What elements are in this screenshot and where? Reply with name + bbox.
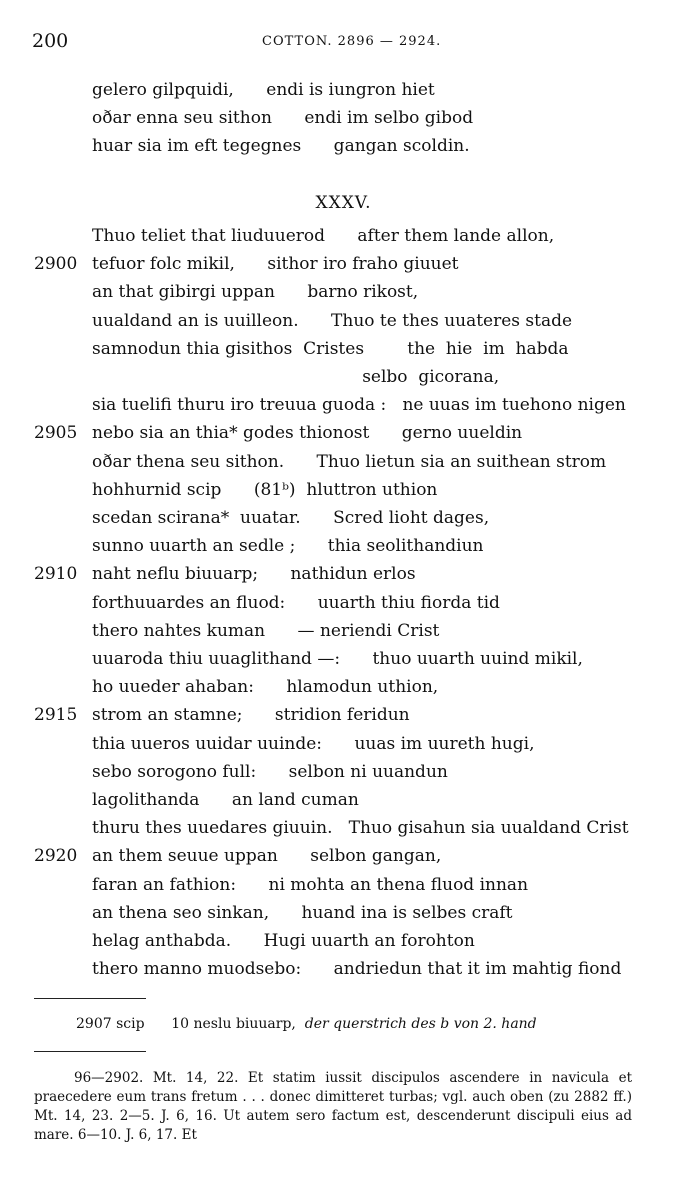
verse-line <box>0 480 687 508</box>
verse-line <box>0 790 687 818</box>
verse-line <box>0 508 687 536</box>
verse-line <box>0 254 687 282</box>
apparatus-rule <box>34 998 146 999</box>
verse-line <box>0 875 687 903</box>
line-number: 2910 <box>34 564 78 585</box>
verse-text: nebo sia an thia* godes thionost gerno uueldin <box>92 423 523 444</box>
verse-line <box>0 593 687 621</box>
verse-text: scedan scirana* uuatar. Scred lioht dages, <box>92 508 490 528</box>
verse-text: sia tuelifi thuru iro treuua guoda : ne uuas im tuehono nigen <box>92 395 626 416</box>
verse-line <box>0 282 687 310</box>
verse-text: tefuor folc mikil, sithor iro fraho giuuet <box>92 254 459 275</box>
apparatus-note: der querstrich des b von 2. hand <box>304 1016 537 1032</box>
line-number: 2900 <box>34 254 78 275</box>
verse-line <box>0 423 687 451</box>
verse-text: thuru thes uuedares giuuin. Thuo gisahun sia uualdand Crist <box>92 818 629 839</box>
verse-line <box>0 762 687 790</box>
verse-text: strom an stamne; stridion feridun <box>92 705 410 726</box>
verse-line <box>0 136 687 164</box>
verse-line <box>0 80 687 108</box>
verse-text: oðar enna seu sithon endi im selbo gibod <box>92 108 474 128</box>
verse-line <box>0 339 687 367</box>
verse-text: huar sia im eft tegegnes gangan scoldin. <box>92 136 470 156</box>
verse-line <box>0 108 687 136</box>
verse-line <box>0 734 687 762</box>
line-number: 2915 <box>34 705 78 726</box>
verse-text: sebo sorogono full: selbon ni uuandun <box>92 761 448 782</box>
verse-text: an thena seo sinkan, huand ina is selbes craft <box>92 902 513 923</box>
verse-text: lagolithanda an land cuman <box>92 790 359 810</box>
verse-text: Thuo teliet that liuduuerod after them lande allon, <box>92 226 555 246</box>
verse-text: hohhurnid scip (81ᵇ) hluttron uthion <box>92 479 438 500</box>
verse-line <box>0 564 687 592</box>
verse-line <box>0 677 687 705</box>
verse-text: faran an fathion: ni mohta an thena fluod innan <box>92 874 529 895</box>
notes-text: 96—2902. Mt. 14, 22. Et statim iussit discipulos ascendere in navicula et praecedere eum trans fretum . . . donec dimitteret turbas; vgl. auch oben (zu 2882 ff.) Mt. 14, 23. 2—5. J. 6, 16. Ut autem sero factum est, descenderunt discipuli eius ad mare. 6—10. J. 6, 17. Et <box>34 1070 632 1143</box>
verse-text: thero nahtes kuman — neriendi Crist <box>92 620 440 641</box>
verse-line <box>0 395 687 423</box>
verse-line <box>0 226 687 254</box>
critical-apparatus <box>76 1016 537 1032</box>
verse-line <box>0 705 687 733</box>
verse-text: forthuuardes an fluod: uuarth thiu fiorda tid <box>92 592 500 613</box>
verse-line <box>0 536 687 564</box>
verse-line <box>0 367 687 395</box>
verse-line <box>0 818 687 846</box>
line-number: 2905 <box>34 423 78 444</box>
verse-text: naht neflu biuuarp; nathidun erlos <box>92 564 416 585</box>
verse-text: ho uueder ahaban: hlamodun uthion, <box>92 677 439 698</box>
notes-rule <box>34 1051 146 1052</box>
verse-text: selbo gicorana, <box>92 367 500 387</box>
source-notes <box>34 1069 632 1145</box>
verse-text: thia uueros uuidar uuinde: uuas im uureth hugi, <box>92 733 535 754</box>
verse-line <box>0 311 687 339</box>
running-head: COTTON. 2896 — 2924. <box>262 34 442 49</box>
apparatus-text: 2907 scip 10 neslu biuuarp, <box>76 1016 305 1032</box>
verse-line <box>0 931 687 959</box>
verse-line <box>0 959 687 987</box>
line-number: 2920 <box>34 846 78 867</box>
page-header <box>30 30 650 54</box>
verse-line <box>0 903 687 931</box>
verse-line <box>0 649 687 677</box>
verse-text: gelero gilpquidi, endi is iungron hiet <box>92 80 435 100</box>
verse-text: an them seuue uppan selbon gangan, <box>92 846 442 867</box>
verse-text: uualdand an is uuilleon. Thuo te thes uuateres stade <box>92 310 573 331</box>
verse-line <box>0 621 687 649</box>
verse-line <box>0 452 687 480</box>
verse-text: an that gibirgi uppan barno rikost, <box>92 282 419 303</box>
verse-line <box>0 846 687 874</box>
verse-text: sunno uuarth an sedle ; thia seolithandiun <box>92 536 484 557</box>
verse-text: thero manno muodsebo: andriedun that it im mahtig fiond <box>92 959 622 980</box>
verse-text: oðar thena seu sithon. Thuo lietun sia an suithean strom <box>92 451 607 472</box>
verse-text: helag anthabda. Hugi uuarth an forohton <box>92 931 475 951</box>
page-number: 200 <box>32 30 69 52</box>
verse-text: samnodun thia gisithos Cristes the hie im habda <box>92 338 569 359</box>
section-title: XXXV. <box>315 193 372 213</box>
verse-text: uuaroda thiu uuaglithand —: thuo uuarth uuind mikil, <box>92 649 583 669</box>
